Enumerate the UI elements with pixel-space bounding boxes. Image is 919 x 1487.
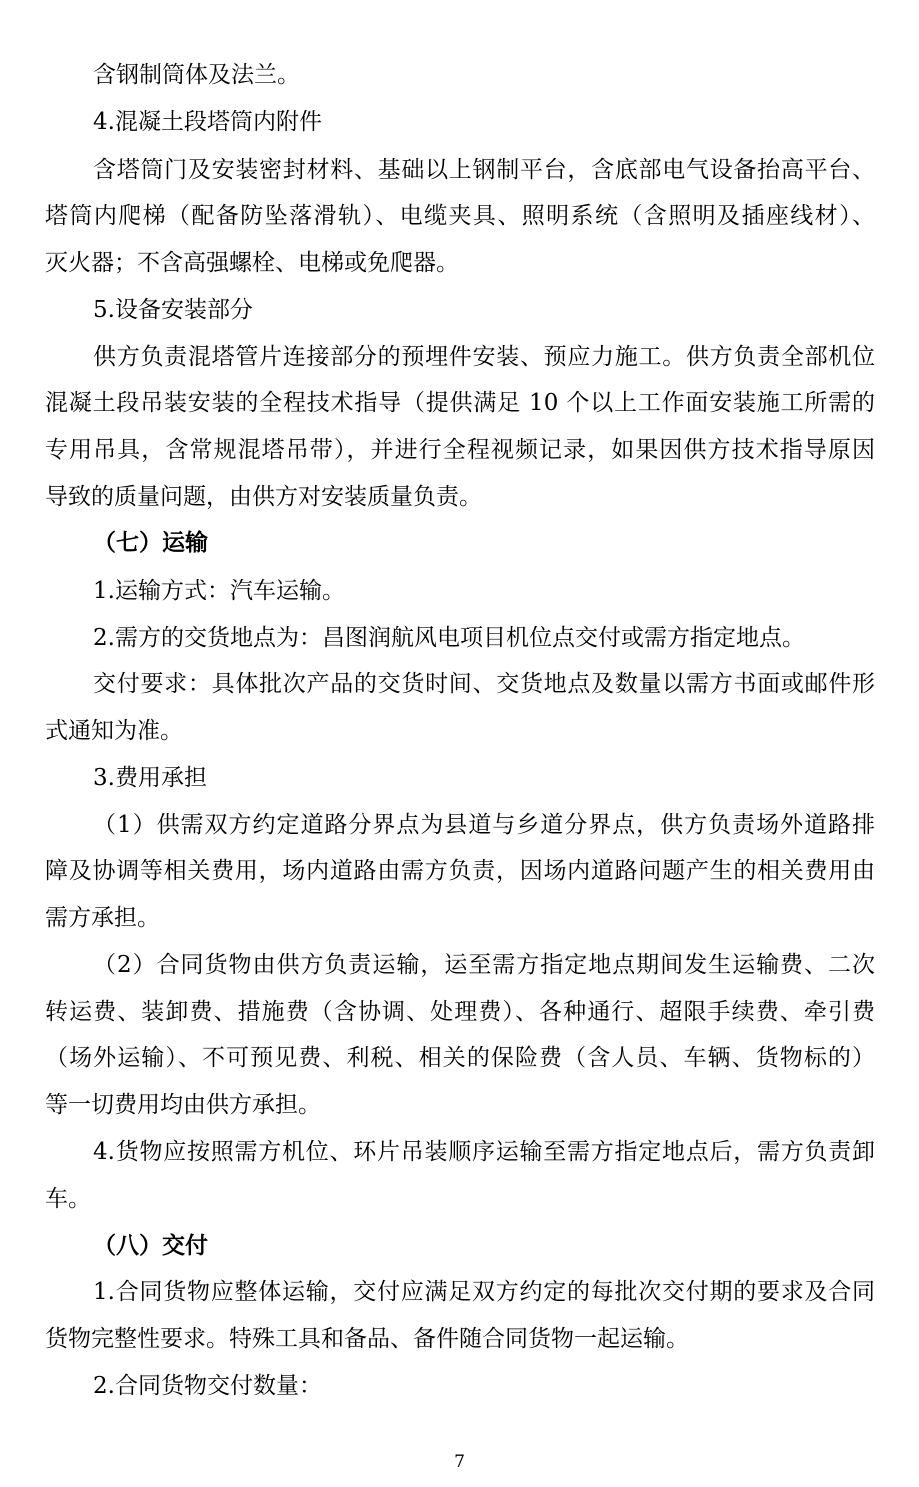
text-line: 1.合同货物应整体运输，交付应满足双方约定的每批次交付期的要求及合同 [93,1279,875,1305]
text-line: 货物完整性要求。特殊工具和备品、备件随合同货物一起运输。 [45,1326,689,1352]
text-line: 导致的质量问题，由供方对安装质量负责。 [45,484,482,510]
section-heading: （八）交付 [93,1233,208,1259]
section-heading: （七）运输 [93,530,208,556]
text-line: 等一切费用均由供方承担。 [45,1092,321,1118]
text-line: 5.设备安装部分 [93,297,253,323]
text-line: 2.需方的交货地点为：昌图润航风电项目机位点交付或需方指定地点。 [93,625,805,651]
text-line: 转运费、装卸费、措施费（含协调、处理费）、各种通行、超限手续费、牵引费 [45,999,875,1025]
text-line: 需方承担。 [45,905,160,931]
text-line: 障及协调等相关费用，场内道路由需方负责，因场内道路问题产生的相关费用由 [45,858,875,884]
text-line: 1.运输方式：汽车运输。 [93,578,345,604]
text-line: 车。 [45,1186,91,1212]
text-line: 含塔筒门及安装密封材料、基础以上钢制平台，含底部电气设备抬高平台、 [93,157,875,183]
text-line: 式通知为准。 [45,718,183,744]
text-line: 3.费用承担 [93,765,207,791]
text-line: 4.混凝土段塔筒内附件 [93,109,322,135]
text-line: 交付要求：具体批次产品的交货时间、交货地点及数量以需方书面或邮件形 [93,671,875,697]
text-line: 4.货物应按照需方机位、环片吊装顺序运输至需方指定地点后，需方负责卸 [93,1139,875,1165]
text-line: （2）合同货物由供方负责运输，运至需方指定地点期间发生运输费、二次 [93,952,875,978]
text-line: 塔筒内爬梯（配备防坠落滑轨）、电缆夹具、照明系统（含照明及插座线材）、 [45,203,875,229]
text-line: （场外运输）、不可预见费、利税、相关的保险费（含人员、车辆、货物标的） [45,1045,875,1071]
text-line: 灭火器；不含高强螺栓、电梯或免爬器。 [45,250,459,276]
text-line: 2.合同货物交付数量： [93,1373,322,1399]
text-line: 含钢制筒体及法兰。 [93,62,300,88]
page-number: 7 [454,1452,465,1472]
text-line: 供方负责混塔管片连接部分的预埋件安装、预应力施工。供方负责全部机位 [93,344,875,370]
text-line: （1）供需双方约定道路分界点为县道与乡道分界点，供方负责场外道路排 [93,812,875,838]
text-line: 专用吊具，含常规混塔吊带），并进行全程视频记录，如果因供方技术指导原因 [45,437,875,463]
text-line: 混凝土段吊装安装的全程技术指导（提供满足 10 个以上工作面安装施工所需的 [45,390,875,416]
